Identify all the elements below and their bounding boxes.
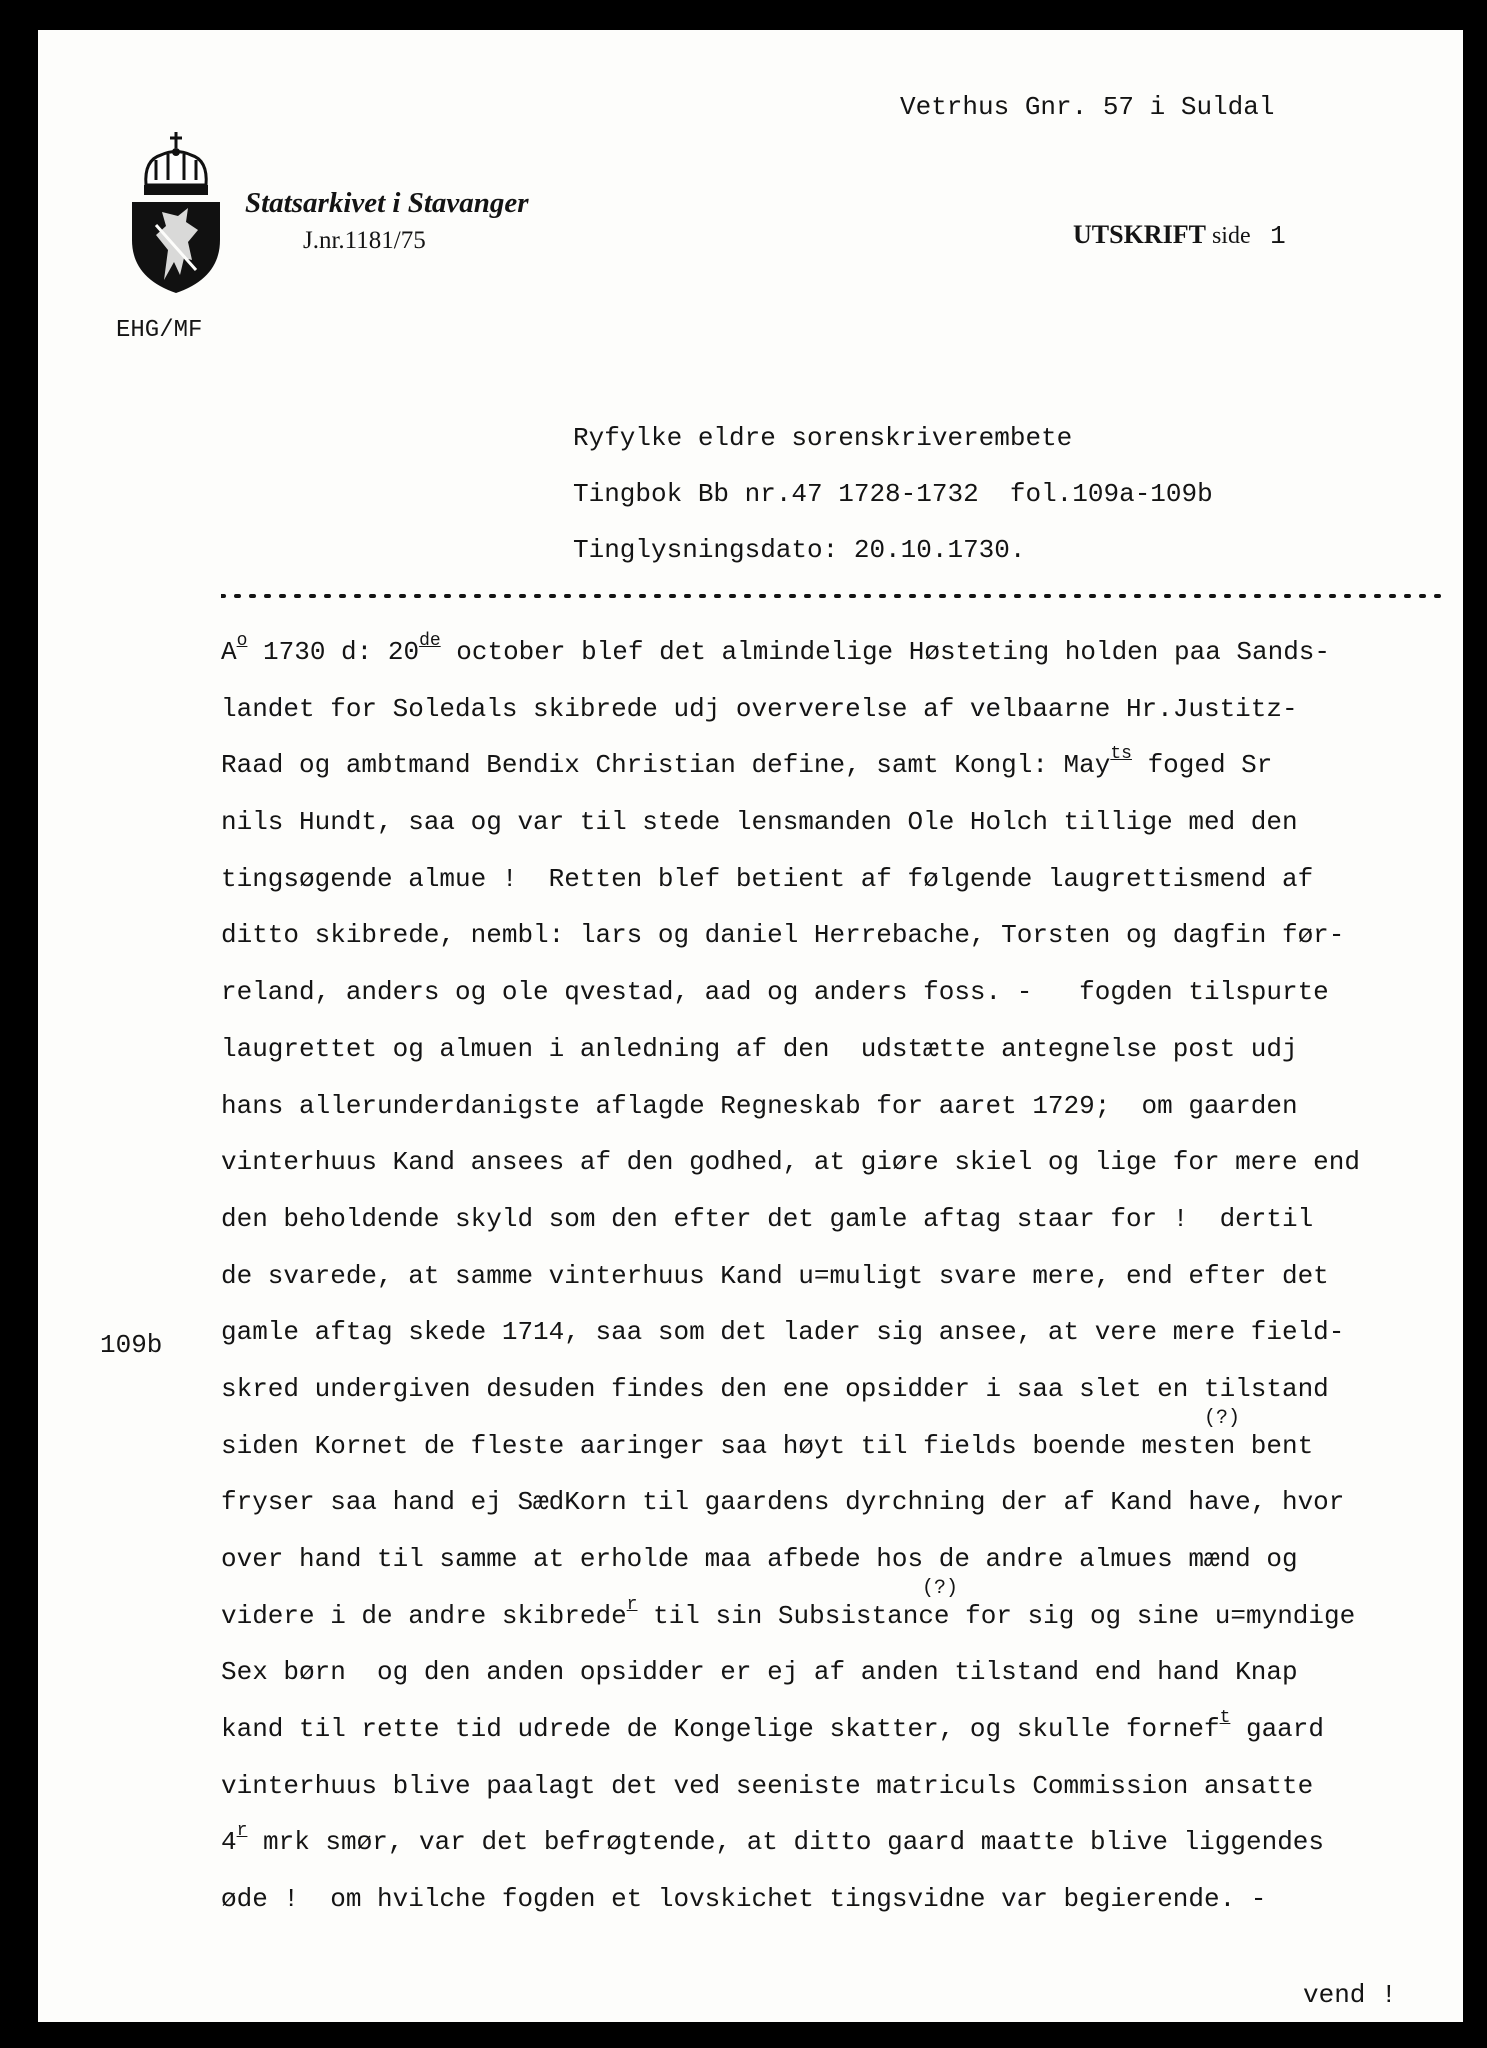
body-line	[221, 1204, 1471, 1261]
line-text: october blef det almindelige Høsteting holden paa Sands-	[440, 637, 1331, 667]
uncertain-reading-marker: (?)	[922, 1576, 959, 1600]
body-line	[221, 920, 1471, 977]
body-line	[221, 1317, 1471, 1374]
line-text: siden Kornet de fleste aaringer saa høyt til fields boende mesten bent	[221, 1430, 1314, 1461]
body-line	[221, 1091, 1471, 1148]
body-line	[221, 744, 1471, 807]
body-line	[221, 1487, 1471, 1544]
body-line	[221, 1576, 1471, 1658]
line-text: de svarede, at samme vinterhuus Kand u=muligt svare mere, end efter det	[221, 1260, 1329, 1291]
dotted-separator	[221, 592, 1451, 600]
archive-name: Statsarkivet i Stavanger	[245, 187, 529, 219]
source-archive: Ryfylke eldre sorenskriverembete	[573, 423, 1073, 453]
line-text: den beholdende skyld som den efter det gamle aftag staar for ! dertil	[221, 1203, 1314, 1234]
line-text: A	[221, 637, 237, 667]
body-line	[221, 1708, 1471, 1771]
line-text: kand til rette tid udrede de Kongelige skatter, og skulle fornef	[221, 1714, 1220, 1745]
utskrift-word: UTSKRIFT	[1073, 220, 1206, 249]
body-line	[221, 1544, 1471, 1601]
journal-number: J.nr.1181/75	[303, 227, 426, 254]
transcript-label	[1073, 220, 1286, 251]
page-number: 1	[1270, 221, 1286, 251]
paper-sheet	[38, 30, 1463, 2022]
line-text: gamle aftag skede 1714, saa som det lader sig ansee, at vere mere field-	[221, 1317, 1345, 1348]
superscript-abbrev: o	[236, 631, 248, 651]
line-text: gaard	[1230, 1714, 1324, 1745]
line-text: nils Hundt, saa og var til stede lensmanden Ole Holch tillige med den	[221, 807, 1298, 838]
line-text: 4	[221, 1827, 237, 1858]
superscript-abbrev: t	[1219, 1708, 1231, 1729]
line-text: hans allerunderdanigste aflagde Regneskab for aaret 1729; om gaarden	[221, 1090, 1298, 1121]
superscript-abbrev: r	[626, 1594, 638, 1615]
line-text: skred undergiven desuden findes den ene opsidder i saa slet en tilstand	[221, 1373, 1329, 1404]
line-text: foged Sr	[1131, 750, 1273, 781]
body-line	[221, 864, 1471, 921]
line-text: 1730 d: 20	[247, 637, 420, 667]
superscript-abbrev: r	[236, 1821, 248, 1842]
line-text: mrk smør, var det befrøgtende, at ditto gaard maatte blive liggendes	[247, 1827, 1324, 1858]
body-line	[221, 1771, 1471, 1828]
line-text: Sex børn og den anden opsidder er ej af anden tilstand end hand Knap	[221, 1657, 1298, 1688]
line-text: over hand til samme at erholde maa afbede hos de andre almues mænd og	[221, 1544, 1298, 1574]
line-text: fryser saa hand ej SædKorn til gaardens dyrchning der af Kand have, hvor	[221, 1487, 1345, 1518]
superscript-abbrev: ts	[1110, 744, 1132, 765]
body-line	[221, 1034, 1471, 1091]
margin-folio-note: 109b	[100, 1330, 163, 1360]
transcript-body	[221, 631, 1471, 1941]
body-line	[221, 807, 1471, 864]
line-text: ditto skibrede, nembl: lars og daniel Herrebache, Torsten og dagfin før-	[221, 920, 1345, 951]
body-line	[221, 1821, 1471, 1884]
line-text: landet for Soledals skibrede udj oververelse af velbaarne Hr.Justitz-	[221, 693, 1298, 724]
body-line	[221, 1657, 1471, 1714]
body-line	[221, 1406, 1471, 1488]
superscript-abbrev: de	[419, 631, 441, 651]
body-line	[221, 1147, 1471, 1204]
body-line	[221, 1261, 1471, 1318]
body-line	[221, 694, 1471, 751]
source-book: Tingbok Bb nr.47 1728-1732 fol.109a-109b	[573, 479, 1213, 509]
line-text: vinterhuus blive paalagt det ved seeniste matriculs Commission ansatte	[221, 1770, 1314, 1801]
line-text: til sin Subsistance for sig og sine u=myndige	[637, 1600, 1356, 1631]
line-text: videre i de andre skibrede	[221, 1600, 627, 1631]
line-text: tingsøgende almue ! Retten blef betient af følgende laugrettismend af	[221, 863, 1314, 894]
header-place-line: Vetrhus Gnr. 57 i Suldal	[900, 92, 1275, 122]
initials: EHG/MF	[116, 317, 203, 344]
line-text: Raad og ambtmand Bendix Christian define, samt Kongl: May	[221, 750, 1111, 781]
line-text: øde ! om hvilche fogden et lovskichet tingsvidne var begierende. -	[221, 1884, 1267, 1915]
body-line	[221, 1884, 1471, 1941]
turn-over-note: vend !	[1303, 1980, 1397, 2010]
body-line	[221, 1374, 1471, 1431]
norwegian-coat-of-arms-icon	[126, 130, 226, 295]
line-text: laugrettet og almuen i anledning af den udstætte antegnelse post udj	[221, 1033, 1298, 1064]
body-line	[221, 977, 1471, 1034]
line-text: vinterhuus Kand ansees af den godhed, at giøre skiel og lige for mere end	[221, 1147, 1360, 1178]
line-text: reland, anders og ole qvestad, aad og anders foss. - fogden tilspurte	[221, 977, 1329, 1008]
side-word: side	[1211, 223, 1251, 249]
uncertain-reading-marker: (?)	[1204, 1406, 1241, 1430]
body-line	[221, 631, 1471, 694]
source-date: Tinglysningsdato: 20.10.1730.	[573, 535, 1026, 565]
